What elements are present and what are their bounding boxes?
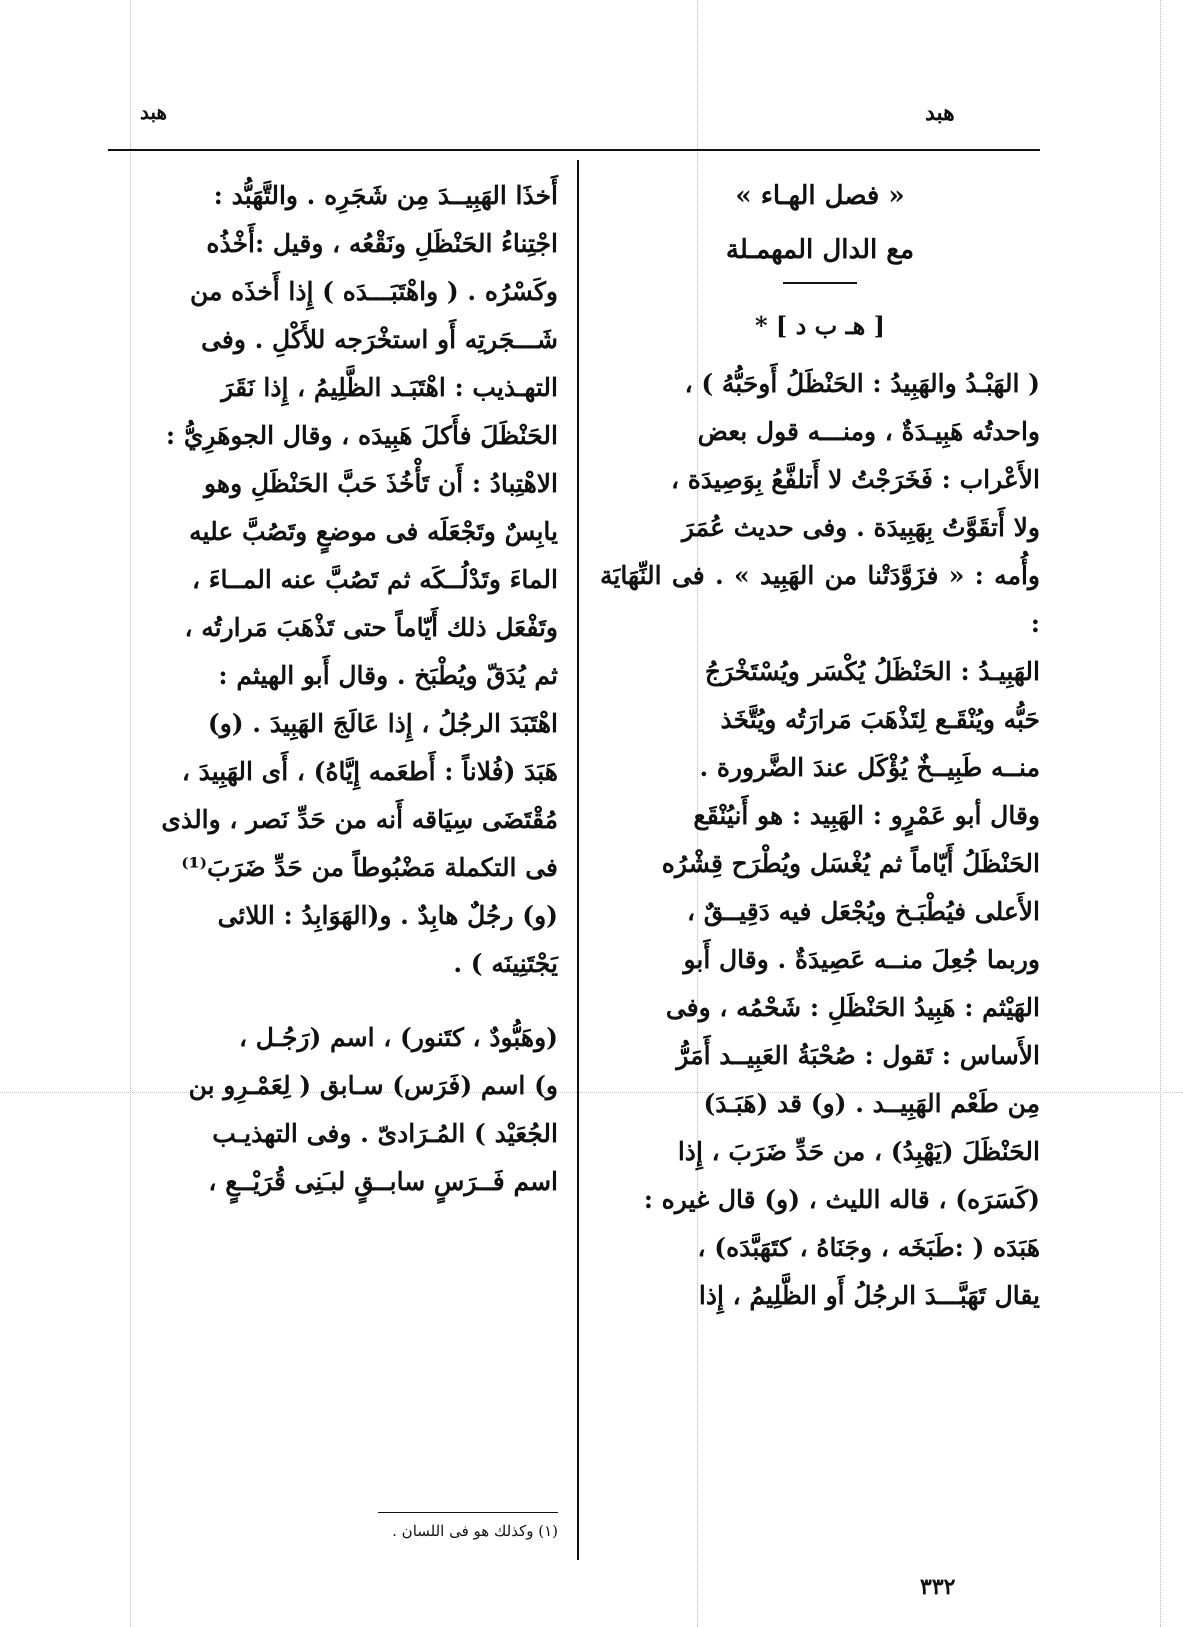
text-line: وقال أبو عَمْرٍو : الهَبِيد : هو أَنيُنْقَع: [693, 801, 1040, 830]
header-rule: [108, 149, 1040, 151]
text-line: يَجْتَنِينَه ) .: [453, 949, 558, 978]
text-line: وأُمه : « فزَوَّدَتْنا من الهَبِيد » . فى النِّهَايَة :: [600, 561, 1040, 638]
section-title: « فصل الهـاء »: [735, 181, 905, 211]
text-line: الهَيْثم : هَبِيدُ الحَنْظَلِ : شَحْمُه ، وفى: [665, 993, 1040, 1022]
text-line: وكَسْرُه . ( واهْتَبَـــدَه ) إِذا أَخذَه من: [189, 277, 558, 306]
text-line: هَبَدَ (فُلاناً : أَطعَمه إِيَّاهُ) ، أَى الهَبِيدَ ،: [181, 757, 558, 786]
section-subtitle: مع الدال المهمـلة: [725, 235, 915, 265]
text-line: الجُعَيْد ) المُـرَادىّ . وفى التهذيـب: [212, 1119, 558, 1148]
text-line: مِن طَعْم الهَبِيــد . (و) قد (هَبَـدَ): [703, 1089, 1040, 1118]
text-line: (كَسَرَه) ، قاله الليث ، (و) قال غيره :: [643, 1185, 1040, 1214]
text-line: يقال تَهَبَّـــدَ الرجُلُ أَو الظَّلِيمُ ، إِذا: [698, 1281, 1040, 1310]
text-line: الأَعْراب : فَخَرَجْتُ لا أَتلفَّعُ بِوَصِيدَة ،: [670, 465, 1040, 494]
scan-guide-line: [1160, 0, 1161, 1627]
text-line: الأَعلى فيُطْبَـخ ويُجْعَل فيه دَقِيــقٌ ،: [686, 897, 1040, 926]
text-line: الهَبِيـدُ : الحَنْظَلُ يُكْسَر ويُسْتَخْرَجُ: [704, 657, 1040, 686]
text-line: الماءَ وتَدْلُــكَه ثم تَصُبَّ عنه المــاءَ ،: [192, 565, 558, 594]
paragraph-gap: [108, 988, 558, 1014]
footnote-rule: [378, 1512, 558, 1513]
text-line: وتَفْعَل ذلك أَيّاماً حتى تَذْهَبَ مَرارتُه ،: [184, 613, 558, 642]
text-line: منــه طَبِيــخٌ يُؤْكَل عندَ الضَّرورة .: [699, 753, 1040, 782]
left-column: [108, 172, 558, 1206]
text-line: الحَنْظَلُ أَيّاماً ثم يُغْسَل ويُطْرَح قِشْرُه: [661, 849, 1040, 878]
text-line: و) اسم (فَرَس) سـابق ( لِعَمْـرِو بن: [188, 1071, 558, 1100]
text-line: واحدتُه هَبِيـدَةٌ ، ومنـــه قول بعض: [697, 417, 1040, 446]
text-line: هَبَدَه ( :طَبَخَه ، وجَنَاهُ ، كتَهَبَّدَه) ،: [697, 1233, 1040, 1262]
text-line: اجْتِناءُ الحَنْظَلِ ونَقْعُه ، وقيل :أَخْذُه: [206, 229, 558, 258]
text-line: أَخذَا الهَبِيــدَ مِن شَجَرِه . والتَّهَبُّد :: [213, 181, 558, 210]
paragraph-hubbud: [108, 1014, 558, 1206]
text-line: وربما جُعِلَ منــه عَصِيدَةٌ . وقال أَبو: [683, 945, 1040, 974]
entry-text: [600, 360, 1040, 1320]
text-line: الأَساس : تَقول : صُحْبَةُ العَبِيــد أَمَرُّ: [676, 1041, 1040, 1070]
text-line: ( الهَبْـدُ والهَبِيدُ : الحَنْظَلُ أَوحَبُّهُ ) ،: [684, 369, 1040, 398]
text-line: (وهَبُّودٌ ، كتَنور) ، اسم (رَجُـل ،: [238, 1023, 558, 1052]
text-line: (و) رجُلٌ هابِدٌ . و(الهَوَابِدُ : اللائى: [217, 901, 558, 930]
text-line: فى التكملة مَضْبُوطاً من حَدِّ ضَرَبَ⁽¹⁾: [181, 853, 558, 882]
section-rule: [783, 282, 857, 284]
text-line: شَـــجَرتِه أَو استخْرَجه للأَكْلِ . وفى: [201, 325, 558, 354]
page-number: ٣٣٢: [920, 1574, 956, 1600]
entry-heading: [ هـ ب د ] *: [754, 311, 885, 340]
footnote: (١) وكذلك هو فى اللسان .: [392, 1522, 558, 1540]
text-line: يابِسٌ وتَجْعَلَه فى موضعٍ وتَصُبَّ عليه: [189, 517, 558, 546]
text-line: التهـذيب : اهْتَبَـد الظَّلِيمُ ، إِذا نَقَرَ: [221, 373, 558, 402]
running-head-right: هبد: [925, 100, 955, 126]
column-divider: [577, 160, 579, 1560]
text-line: ولا أَتقَوَّتُ بِهَبِيدَة . وفى حديث عُمَرَ: [681, 513, 1040, 542]
paragraph-continuation: [108, 172, 558, 988]
text-line: اهْتَبَدَ الرجُلُ ، إِذا عَالَجَ الهَبِيدَ . (و): [207, 709, 558, 738]
text-line: الاهْتِبادُ : أَن تَأْخُذَ حَبَّ الحَنْظَلِ وهو: [204, 469, 558, 498]
text-line: حَبُّه ويُنْقَـع لِتَذْهَبَ مَرارَتُه ويُتَّخَذ: [720, 705, 1040, 734]
right-column: [600, 172, 1040, 1320]
text-line: مُقْتَضَى سِيَاقه أَنه من حَدِّ نَصر ، والذى: [161, 805, 558, 834]
text-line: اسم فَــرَسٍ سابــقٍ لبـَنِى قُرَيْــعٍ ،: [208, 1167, 558, 1196]
text-line: الحَنْظَلَ (يَهْبِدُ) ، من حَدِّ ضَرَبَ ، إِذا: [677, 1137, 1040, 1166]
text-line: ثم يُدَقّ ويُطْبَخ . وقال أَبو الهيثم :: [218, 661, 558, 690]
running-head-left: هبد: [140, 100, 168, 124]
text-line: الحَنْظَلَ فأَكلَ هَبِيدَه ، وقال الجوهَرِيُّ :: [165, 421, 558, 450]
